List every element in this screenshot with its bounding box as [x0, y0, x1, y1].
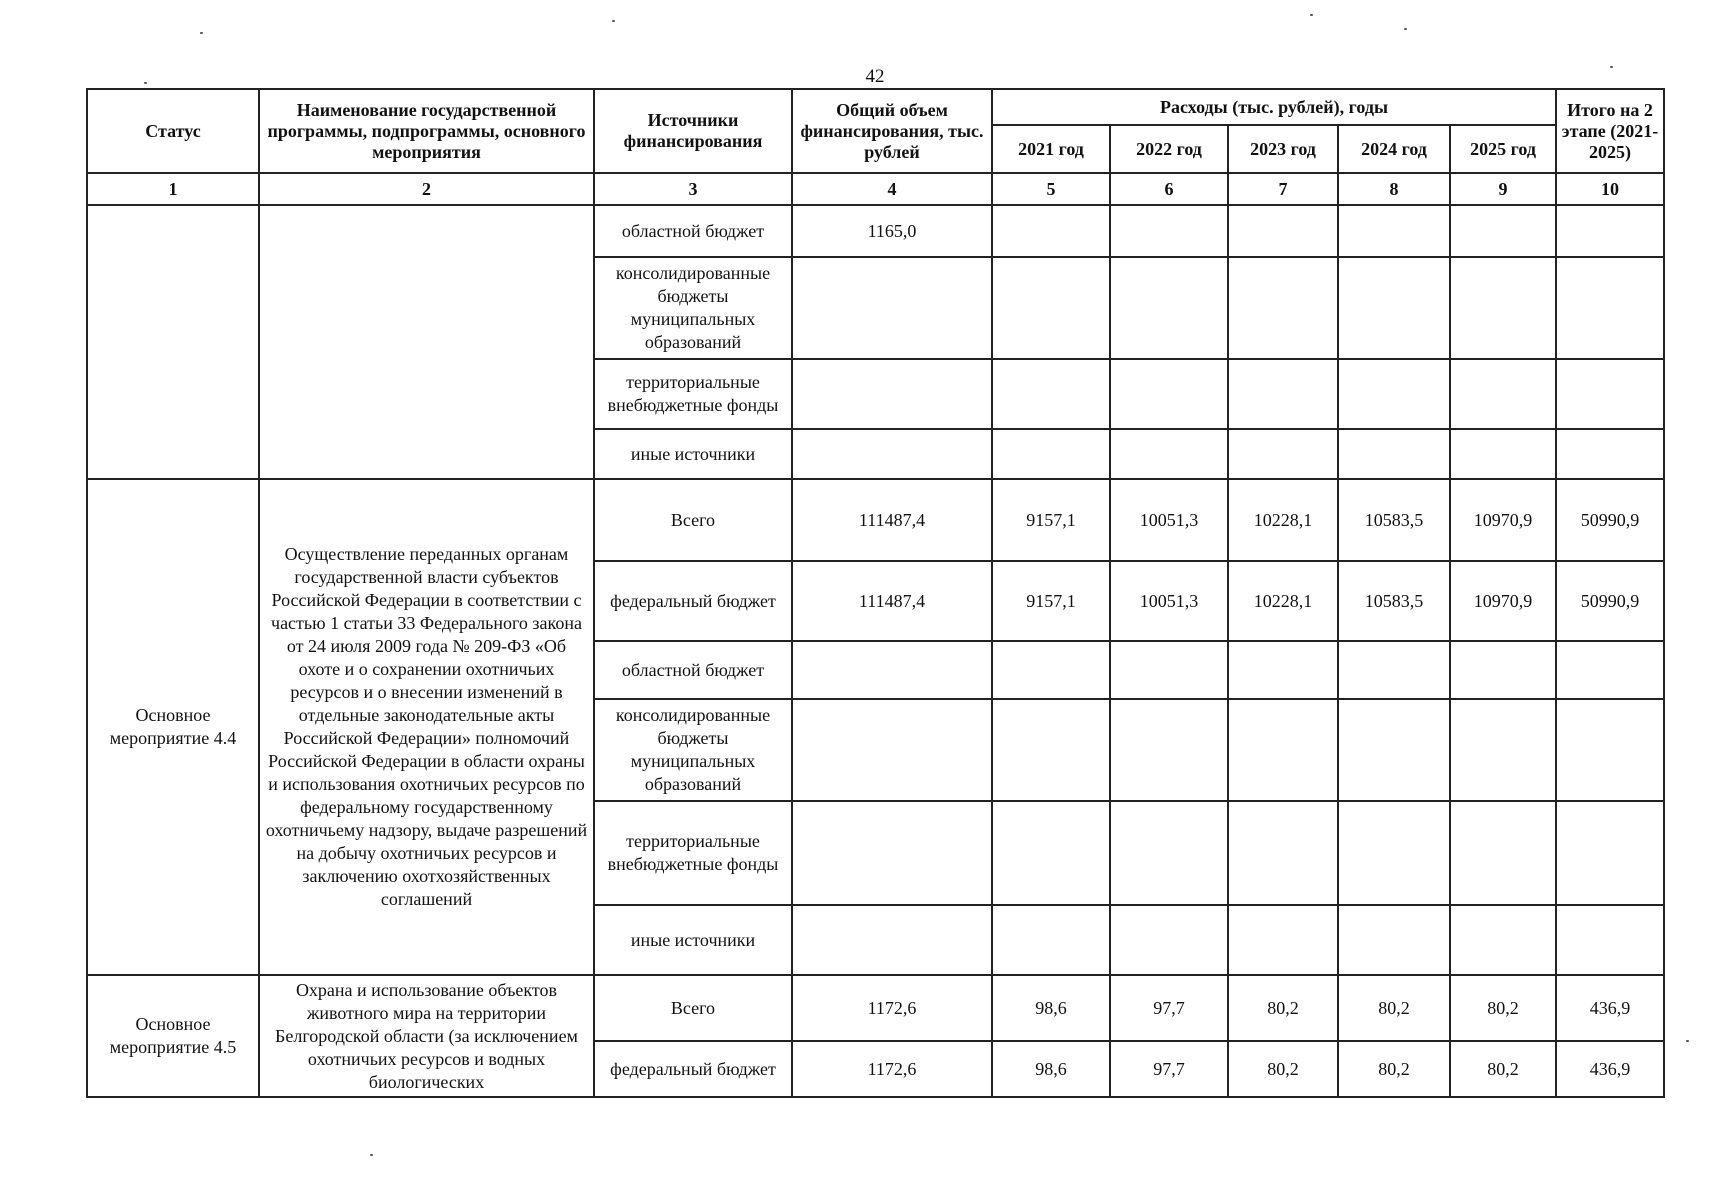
value-cell	[1450, 257, 1556, 359]
value-cell: 10583,5	[1338, 479, 1450, 561]
value-cell: 10583,5	[1338, 561, 1450, 641]
source-cell: федеральный бюджет	[594, 1041, 792, 1097]
col-index: 10	[1556, 173, 1664, 205]
col-index: 1	[87, 173, 259, 205]
value-cell: 97,7	[1110, 1041, 1228, 1097]
itogo-cell: 50990,9	[1556, 561, 1664, 641]
value-cell	[1228, 429, 1338, 479]
total-cell: 1172,6	[792, 1041, 992, 1097]
itogo-cell: 436,9	[1556, 975, 1664, 1041]
value-cell	[1450, 359, 1556, 429]
itogo-cell: 436,9	[1556, 1041, 1664, 1097]
scan-speck	[1610, 66, 1613, 68]
value-cell	[1450, 205, 1556, 257]
value-cell	[1556, 699, 1664, 801]
header-itogo: Итого на 2 этапе (2021-2025)	[1556, 89, 1664, 173]
value-cell: 80,2	[1338, 975, 1450, 1041]
status-cell: Основное мероприятие 4.5	[87, 975, 259, 1097]
value-cell	[1228, 905, 1338, 975]
value-cell	[1110, 257, 1228, 359]
value-cell	[1556, 801, 1664, 905]
value-cell	[1110, 699, 1228, 801]
table-row	[87, 975, 1664, 1041]
value-cell: 98,6	[992, 975, 1110, 1041]
value-cell	[1110, 641, 1228, 699]
name-cell: Охрана и использование объектов животного мира на территории Белгородской области (за исключением охотничьих ресурсов и водных биологических	[259, 975, 594, 1097]
value-cell	[1110, 359, 1228, 429]
value-cell	[1228, 699, 1338, 801]
value-cell	[1556, 429, 1664, 479]
status-cell	[87, 205, 259, 479]
page-number: 42	[865, 66, 885, 87]
source-cell: Всего	[594, 975, 792, 1041]
value-cell	[1228, 359, 1338, 429]
value-cell	[992, 801, 1110, 905]
name-cell: Осуществление переданных органам государственной власти субъектов Российской Федерации в соответствии с частью 1 статьи 33 Федерального закона от 24 июля 2009 года № 209-ФЗ «Об охоте и о сохранении охотничьих ресурсов и о внесении изменений в отдельные законодательные акты Российской Федерации» полномочий Российской Федерации в области охраны и использования охотничьих ресурсов по федеральному государственному охотничьему надзору, выдаче разрешений на добычу охотничьих ресурсов и заключению охотхозяйственных соглашений	[259, 479, 594, 975]
value-cell	[1110, 801, 1228, 905]
value-cell	[1338, 359, 1450, 429]
col-index: 7	[1228, 173, 1338, 205]
total-cell	[792, 699, 992, 801]
name-cell	[259, 205, 594, 479]
header-year-2021: 2021 год	[992, 125, 1110, 173]
value-cell	[1110, 205, 1228, 257]
value-cell: 80,2	[1338, 1041, 1450, 1097]
value-cell	[1338, 205, 1450, 257]
header-year-2022: 2022 год	[1110, 125, 1228, 173]
column-index-row	[87, 173, 1664, 205]
value-cell: 10051,3	[1110, 561, 1228, 641]
scan-speck	[370, 1154, 373, 1156]
total-cell: 111487,4	[792, 479, 992, 561]
source-cell: областной бюджет	[594, 641, 792, 699]
scan-speck	[1686, 1040, 1689, 1042]
value-cell	[1338, 641, 1450, 699]
value-cell: 10051,3	[1110, 479, 1228, 561]
value-cell	[992, 205, 1110, 257]
source-cell: Всего	[594, 479, 792, 561]
header-year-2025: 2025 год	[1450, 125, 1556, 173]
value-cell: 98,6	[992, 1041, 1110, 1097]
source-cell: территориальные внебюджетные фонды	[594, 801, 792, 905]
scan-speck	[612, 20, 615, 22]
value-cell	[1556, 257, 1664, 359]
total-cell: 111487,4	[792, 561, 992, 641]
header-name: Наименование государственной программы, подпрограммы, основного мероприятия	[259, 89, 594, 173]
source-cell: консолидированные бюджеты муниципальных образований	[594, 257, 792, 359]
value-cell	[1228, 205, 1338, 257]
header-year-2023: 2023 год	[1228, 125, 1338, 173]
value-cell	[1450, 801, 1556, 905]
source-cell: иные источники	[594, 905, 792, 975]
header-expenses: Расходы (тыс. рублей), годы	[992, 89, 1556, 125]
scan-speck	[1310, 14, 1313, 16]
value-cell	[992, 905, 1110, 975]
value-cell: 80,2	[1228, 975, 1338, 1041]
value-cell	[1228, 641, 1338, 699]
scan-speck	[144, 82, 147, 84]
value-cell: 9157,1	[992, 561, 1110, 641]
header-status: Статус	[87, 89, 259, 173]
col-index: 9	[1450, 173, 1556, 205]
source-cell: федеральный бюджет	[594, 561, 792, 641]
value-cell	[1450, 641, 1556, 699]
value-cell: 10970,9	[1450, 561, 1556, 641]
col-index: 3	[594, 173, 792, 205]
value-cell	[1556, 359, 1664, 429]
value-cell	[992, 641, 1110, 699]
value-cell: 97,7	[1110, 975, 1228, 1041]
source-cell: иные источники	[594, 429, 792, 479]
value-cell	[992, 429, 1110, 479]
itogo-cell: 50990,9	[1556, 479, 1664, 561]
value-cell: 80,2	[1450, 1041, 1556, 1097]
value-cell	[1450, 699, 1556, 801]
value-cell: 10228,1	[1228, 561, 1338, 641]
value-cell	[1338, 801, 1450, 905]
total-cell: 1165,0	[792, 205, 992, 257]
header-year-2024: 2024 год	[1338, 125, 1450, 173]
total-cell	[792, 429, 992, 479]
value-cell	[1338, 699, 1450, 801]
scan-speck	[1404, 28, 1407, 30]
status-cell: Основное мероприятие 4.4	[87, 479, 259, 975]
total-cell	[792, 257, 992, 359]
total-cell	[792, 801, 992, 905]
value-cell: 80,2	[1228, 1041, 1338, 1097]
source-cell: территориальные внебюджетные фонды	[594, 359, 792, 429]
col-index: 4	[792, 173, 992, 205]
scan-speck	[200, 32, 203, 34]
total-cell: 1172,6	[792, 975, 992, 1041]
header-total: Общий объем финансирования, тыс. рублей	[792, 89, 992, 173]
source-cell: областной бюджет	[594, 205, 792, 257]
value-cell	[1110, 429, 1228, 479]
value-cell	[1338, 429, 1450, 479]
value-cell	[992, 699, 1110, 801]
value-cell	[1450, 905, 1556, 975]
value-cell: 80,2	[1450, 975, 1556, 1041]
value-cell	[1556, 905, 1664, 975]
header-row	[87, 89, 1664, 125]
value-cell	[1228, 257, 1338, 359]
value-cell	[1556, 205, 1664, 257]
value-cell	[1450, 429, 1556, 479]
table-row	[87, 205, 1664, 257]
value-cell: 9157,1	[992, 479, 1110, 561]
col-index: 8	[1338, 173, 1450, 205]
value-cell: 10228,1	[1228, 479, 1338, 561]
total-cell	[792, 359, 992, 429]
value-cell	[992, 359, 1110, 429]
total-cell	[792, 641, 992, 699]
value-cell	[1556, 641, 1664, 699]
col-index: 2	[259, 173, 594, 205]
table-row	[87, 479, 1664, 561]
value-cell	[1338, 905, 1450, 975]
value-cell	[1110, 905, 1228, 975]
value-cell	[1228, 801, 1338, 905]
financing-table	[86, 88, 1665, 1098]
col-index: 5	[992, 173, 1110, 205]
value-cell: 10970,9	[1450, 479, 1556, 561]
value-cell	[992, 257, 1110, 359]
col-index: 6	[1110, 173, 1228, 205]
header-sources: Источники финансирования	[594, 89, 792, 173]
total-cell	[792, 905, 992, 975]
source-cell: консолидированные бюджеты муниципальных образований	[594, 699, 792, 801]
value-cell	[1338, 257, 1450, 359]
